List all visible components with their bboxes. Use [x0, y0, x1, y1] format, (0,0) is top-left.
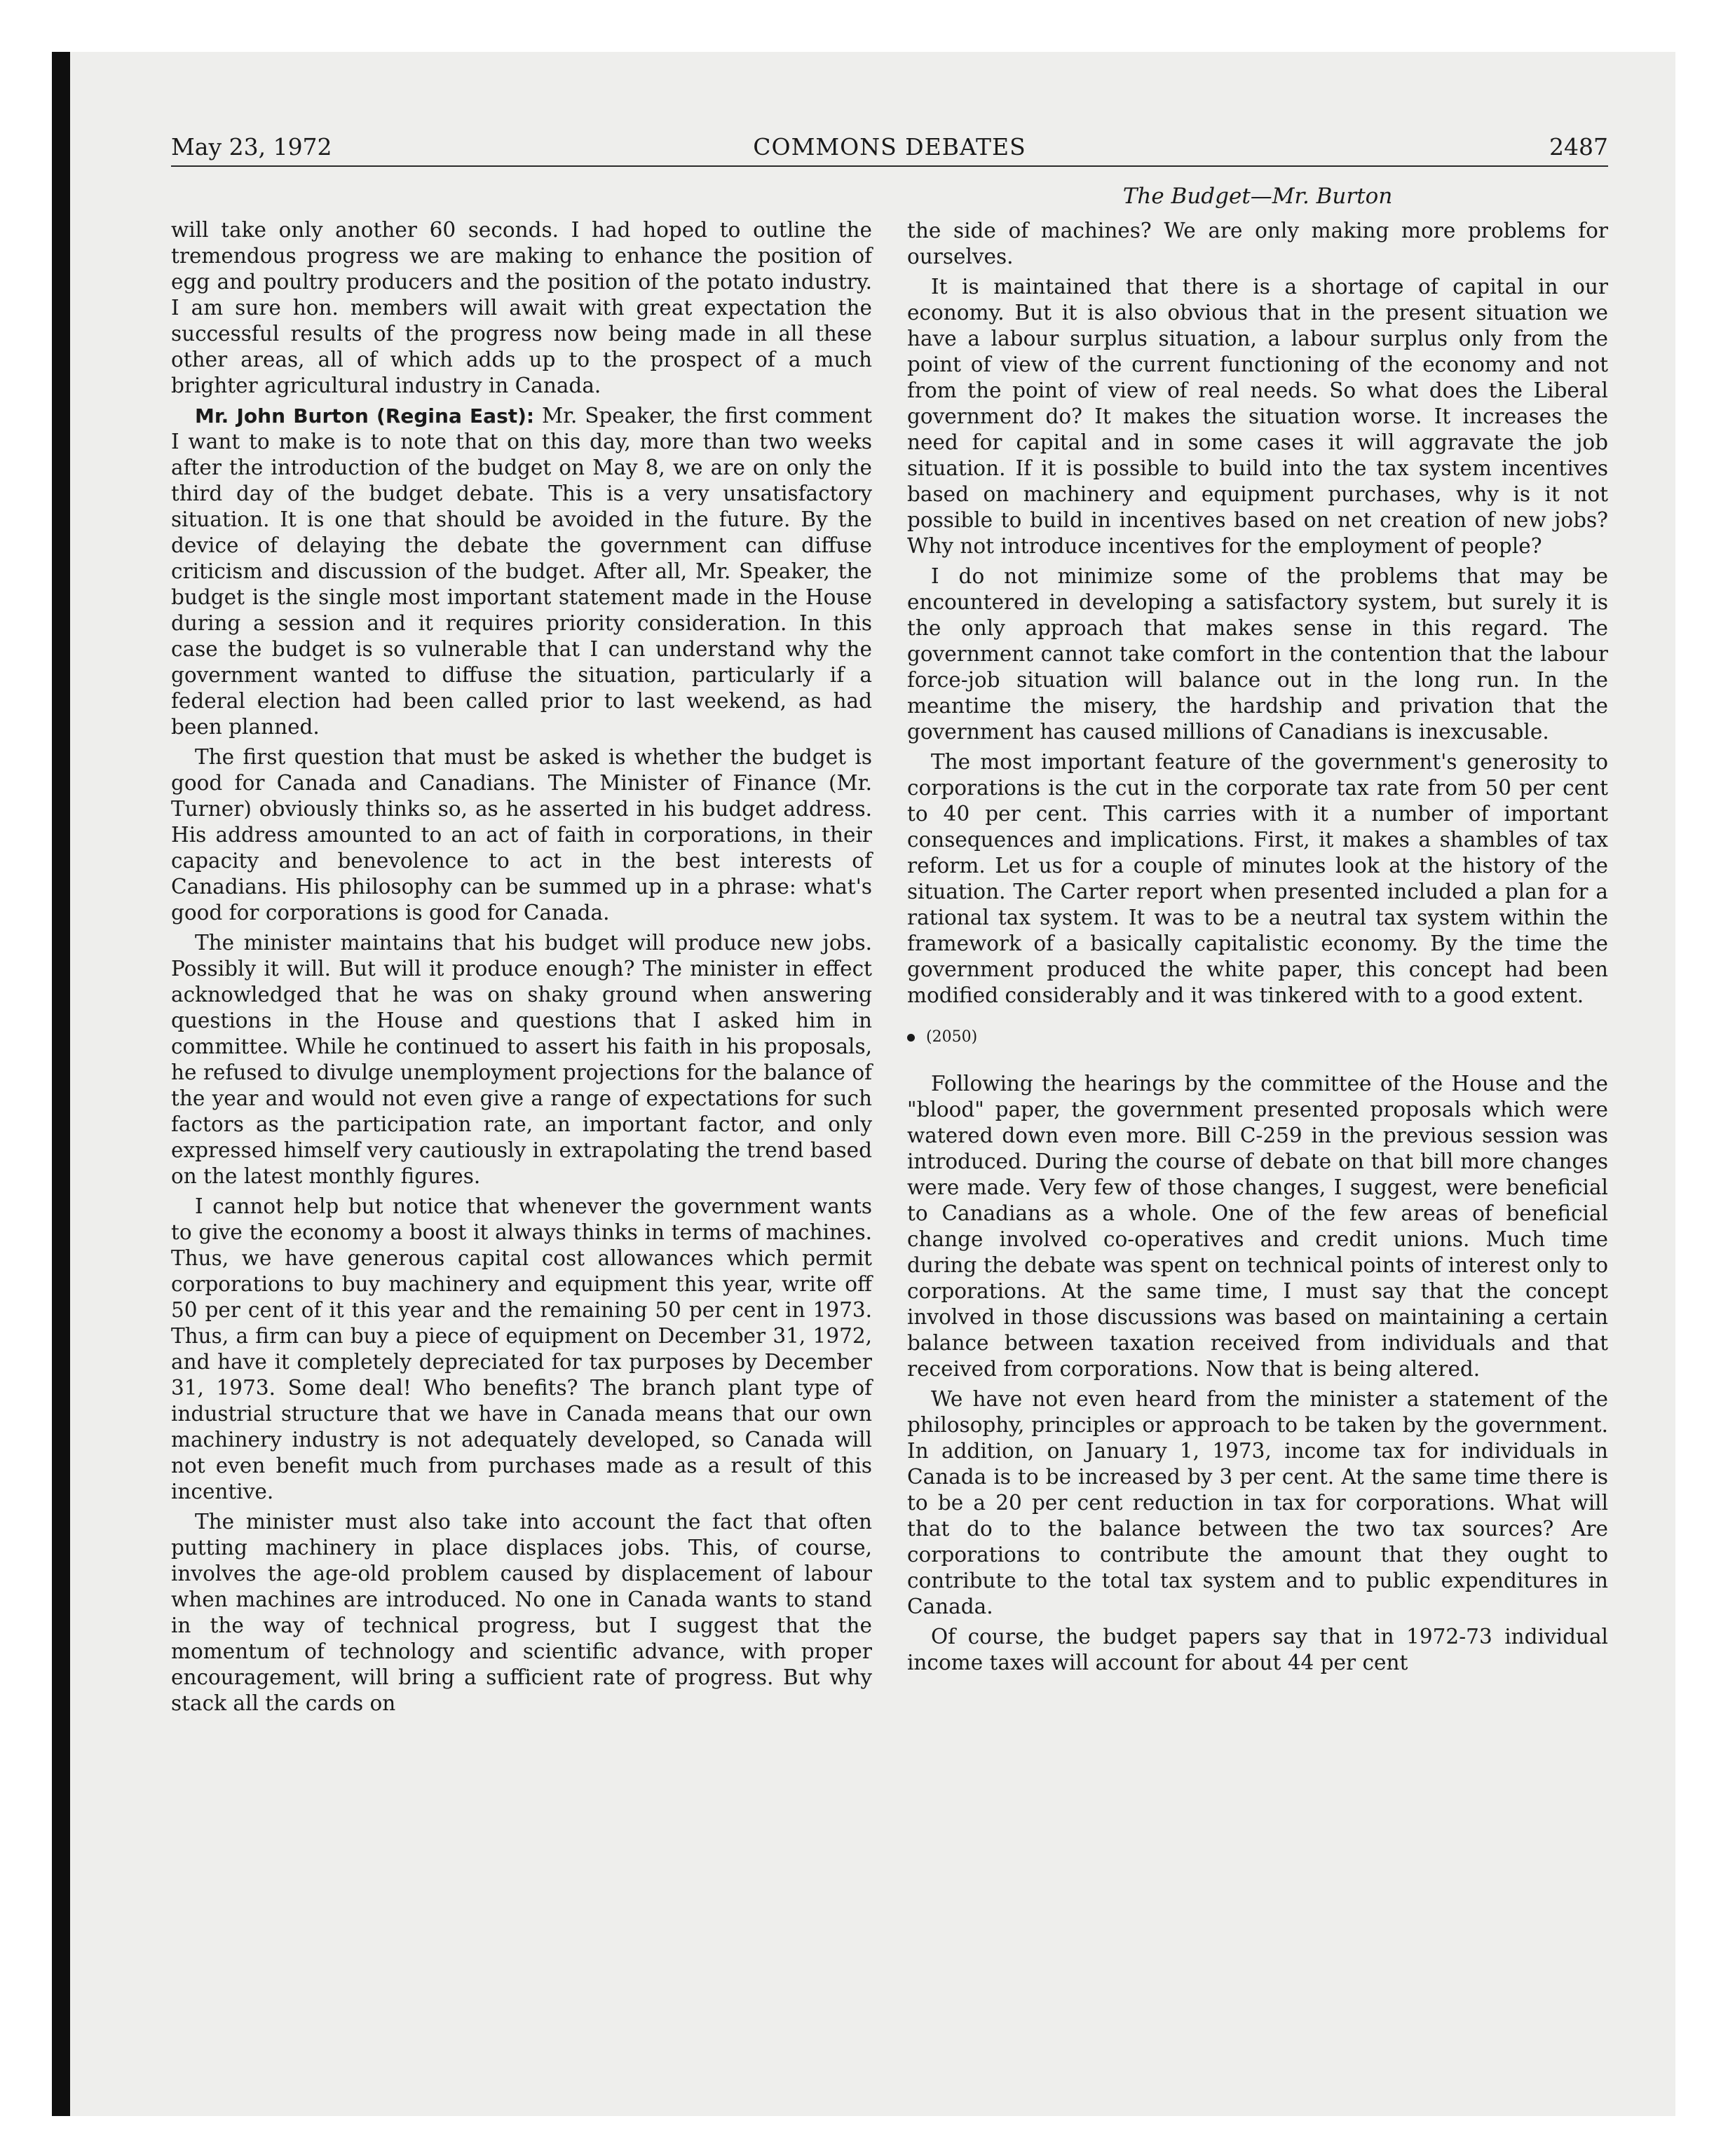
time-marker-text: (2050): [926, 1028, 978, 1046]
right-column: [907, 184, 1608, 1680]
speaker-name: Mr. John Burton (Regina East):: [195, 404, 535, 428]
paragraph: It is maintained that there is a shortage of capital in our economy. But it is also obvious that in the present situation we have a labour surplus situation, a labour surplus only from the point of view of the current functioning of the economy and not from the point of view of real needs. So what does the Liberal government do? It makes the situation worse. It increases the need for capital and in some cases it will aggravate the job situation. If it is possible to build into the tax system incentives based on machinery and equipment purchases, why is it not possible to build in incentives based on net creation of new jobs? Why not introduce incentives for the employment of people?: [907, 275, 1608, 558]
page-content: [171, 129, 1608, 2003]
header-title: COMMONS DEBATES: [753, 133, 1026, 161]
paragraph: will take only another 60 seconds. I had hoped to outline the tremendous progress we are making to enhance the position of egg and poultry producers and the position of the potato industry. I am sure hon. members will await with great expectation the successful results of the progress now being made in all these other areas, all of which adds up to the prospect of a much brighter agricultural industry in Canada.: [171, 218, 872, 397]
running-header: [171, 129, 1608, 167]
left-column: [171, 217, 872, 1721]
time-marker: [907, 1024, 1608, 1050]
paragraph: I do not minimize some of the problems that may be encountered in developing a satisfactory system, but surely it is the only approach that makes sense in this regard. The government cannot take comfort in the contention that the labour force-job situation will balance out in the long run. In the meantime the misery, the hardship and privation that the government has caused millions of Canadians is inexcusable.: [907, 564, 1608, 744]
paragraph: Of course, the budget papers say that in 1972-73 individual income taxes will account for about 44 per cent: [907, 1625, 1608, 1674]
speech-text: Mr. Speaker, the first comment I want to make is to note that on this day, more than two weeks after the introduction of the budget on May 8, we are on only the third day of the budget debate. This is a very unsatisfactory situation. It is one that should be avoided in the future. By the device of delaying the debate the government can diffuse criticism and discussion of the budget. After all, Mr. Speaker, the budget is the single most important statement made in the House during a session and it requires priority consideration. In this case the budget is so vulnerable that I can understand why the government wanted to diffuse the situation, particularly if a federal election had been called prior to last weekend, as had been planned.: [171, 404, 872, 739]
bullet-icon: [907, 1034, 915, 1042]
paragraph: The minister maintains that his budget will produce new jobs. Possibly it will. But will it produce enough? The minister in effect acknowledged that he was on shaky ground when answering questions in the House and questions that I asked him in committee. While he continued to assert his faith in his proposals, he refused to divulge unemployment projections for the balance of the year and would not even give a range of expectations for such factors as the participation rate, an important factor, and only expressed himself very cautiously in extrapolating the trend based on the latest monthly figures.: [171, 931, 872, 1188]
header-date: May 23, 1972: [171, 133, 332, 161]
paragraph: The minister must also take into account the fact that often putting machinery in place displaces jobs. This, of course, involves the age-old problem caused by displacement of labour when machines are introduced. No one in Canada wants to stand in the way of technical progress, but I suggest that the momentum of technology and scientific advance, with proper encouragement, will bring a sufficient rate of progress. But why stack all the cards on: [171, 1510, 872, 1715]
paragraph: We have not even heard from the minister a statement of the philosophy, principles or approach to be taken by the government. In addition, on January 1, 1973, income tax for individuals in Canada is to be increased by 3 per cent. At the same time there is to be a 20 per cent reduction in tax for corporations. What will that do to the balance between the two tax sources? Are corporations to contribute the amount that they ought to contribute to the total tax system and to public expenditures in Canada.: [907, 1387, 1608, 1618]
paragraph: Following the hearings by the committee of the House and the "blood" paper, the government presented proposals which were watered down even more. Bill C-259 in the previous session was introduced. During the course of debate on that bill more changes were made. Very few of those changes, I suggest, were beneficial to Canadians as a whole. One of the few areas of beneficial change involved co-operatives and credit unions. Much time during the debate was spent on technical points of interest only to corporations. At the same time, I must say that the concept involved in those discussions was based on maintaining a certain balance between taxation received from individuals and that received from corporations. Now that is being altered.: [907, 1072, 1608, 1381]
header-page-number: 2487: [1549, 133, 1608, 161]
paragraph: The most important feature of the government's generosity to corporations is the cut in the corporate tax rate from 50 per cent to 40 per cent. This carries with it a number of important consequences and implications. First, it makes a shambles of tax reform. Let us for a couple of minutes look at the history of the situation. The Carter report when presented included a plan for a rational tax system. It was to be a neutral tax system within the framework of a basically capitalistic economy. By the time the government produced the white paper, this concept had been modified considerably and it was tinkered with to a good extent.: [907, 750, 1608, 1007]
paragraph: the side of machines? We are only making more problems for ourselves.: [907, 219, 1608, 268]
paragraph: I cannot help but notice that whenever the government wants to give the economy a boost it always thinks in terms of machines. Thus, we have generous capital cost allowances which permit corporations to buy machinery and equipment this year, write off 50 per cent of it this year and the remaining 50 per cent in 1973. Thus, a firm can buy a piece of equipment on December 31, 1972, and have it completely depreciated for tax purposes by December 31, 1973. Some deal! Who benefits? The branch plant type of industrial structure that we have in Canada means that our own machinery industry is not adequately developed, so Canada will not even benefit much from purchases made as a result of this incentive.: [171, 1194, 872, 1503]
section-heading: The Budget—Mr. Burton: [1122, 184, 1393, 209]
speech-paragraph: [171, 403, 872, 740]
scan-black-edge: [52, 52, 70, 2116]
text-columns: [171, 167, 1608, 2003]
paragraph: The first question that must be asked is whether the budget is good for Canada and Canadians. The Minister of Finance (Mr. Turner) obviously thinks so, as he asserted in his budget address. His address amounted to an act of faith in corporations, in their capacity and benevolence to act in the best interests of Canadians. His philosophy can be summed up in a phrase: what's good for corporations is good for Canada.: [171, 745, 872, 925]
